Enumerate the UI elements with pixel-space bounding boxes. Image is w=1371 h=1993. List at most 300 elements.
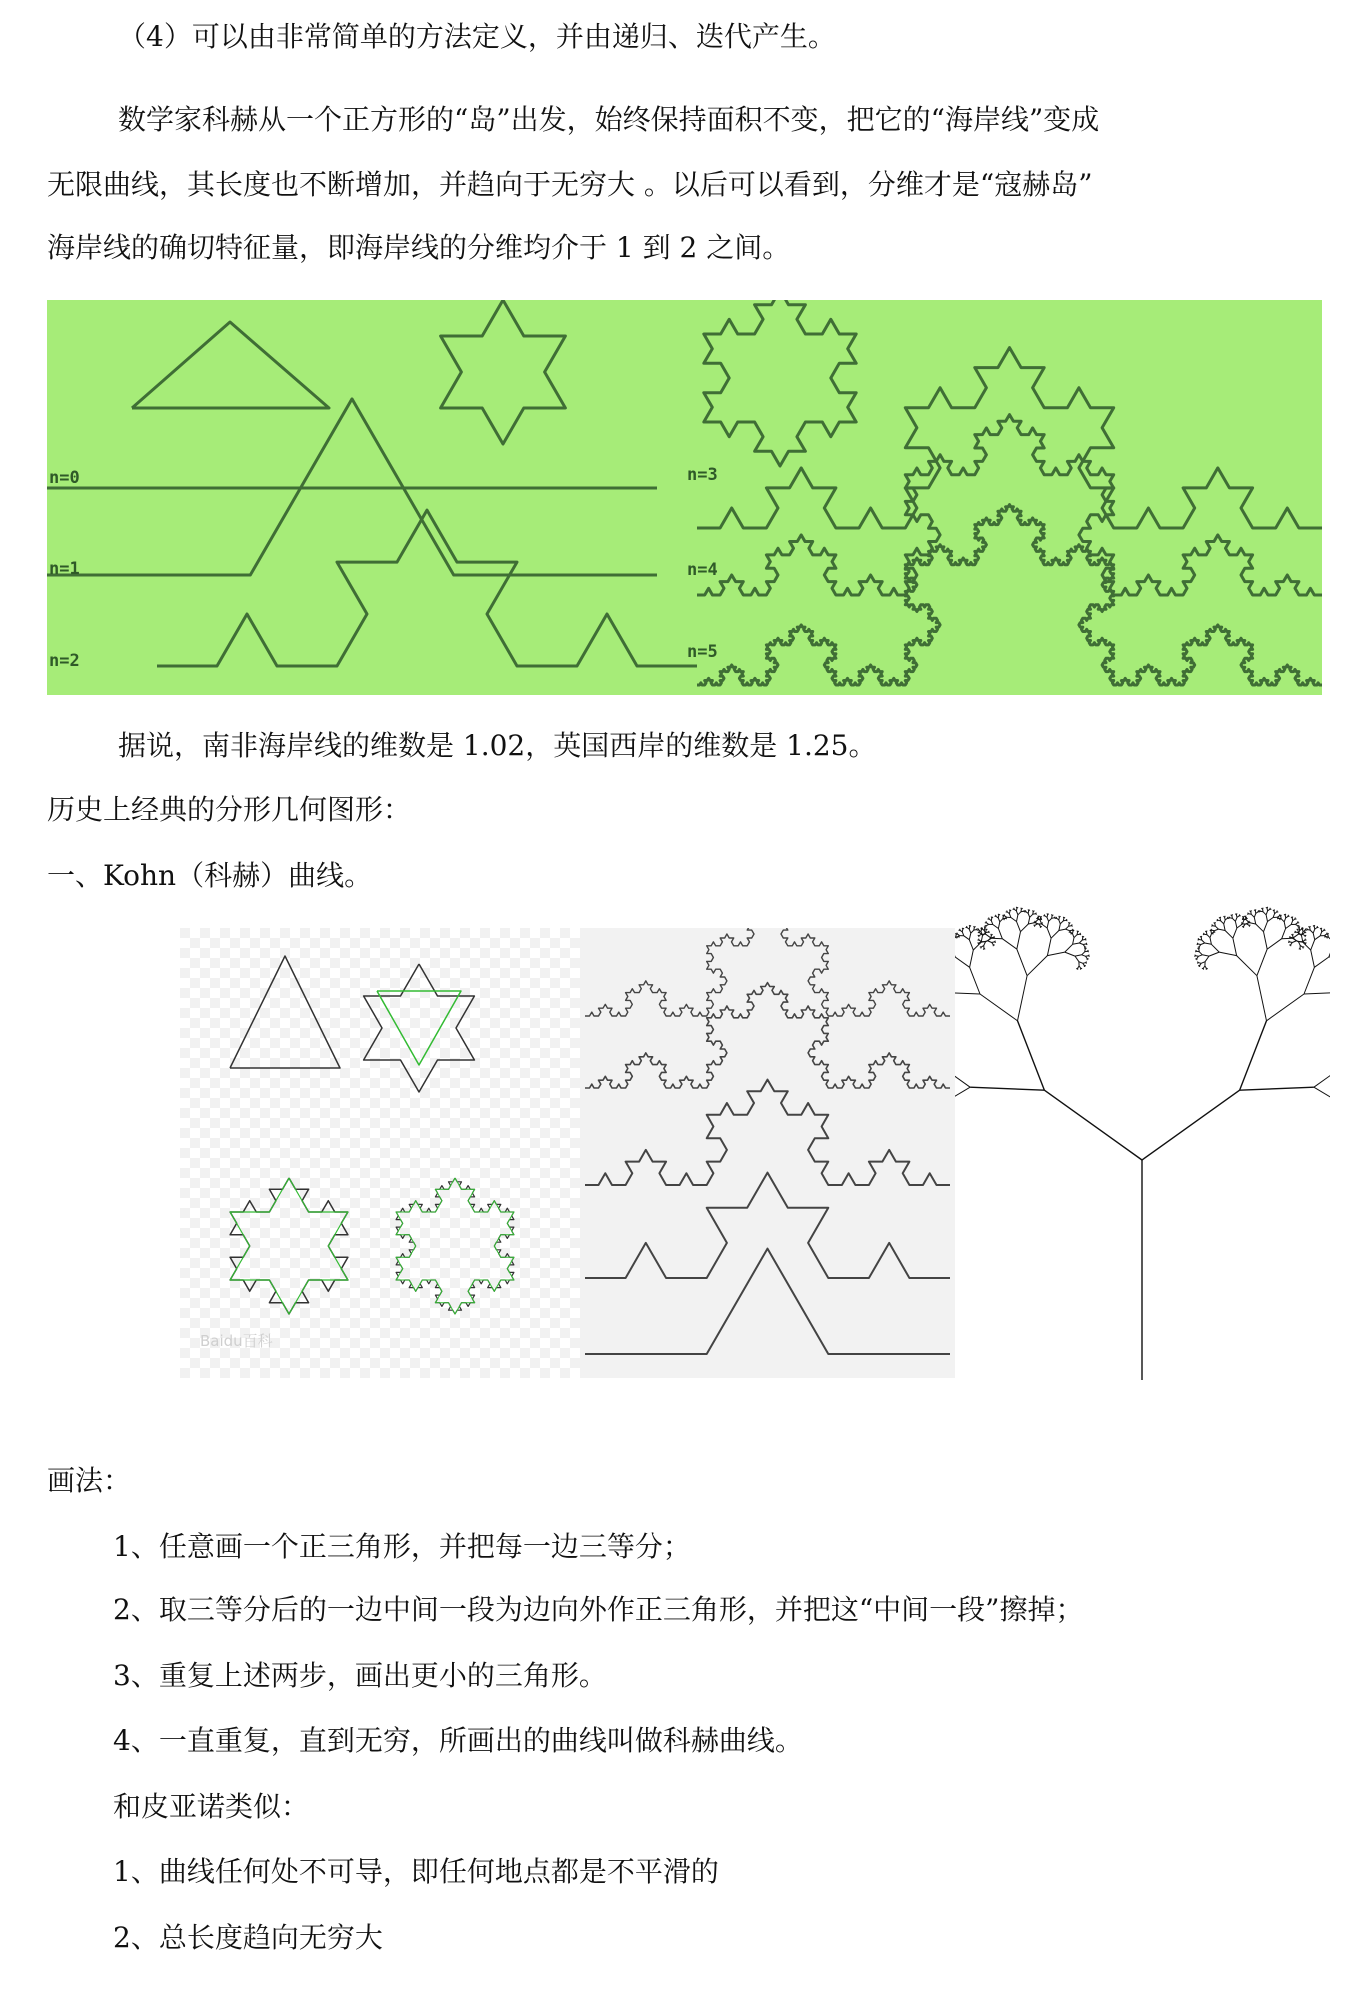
tree-branch xyxy=(1256,912,1258,914)
tree-branch xyxy=(1273,914,1275,918)
paragraph-koch-island-line2: 无限曲线，其长度也不断增加，并趋向于无穷大 。以后可以看到，分维才是“寇赫岛” xyxy=(47,168,1093,201)
tree-branch xyxy=(1025,910,1026,912)
tree-branch xyxy=(1296,941,1303,942)
tree-branch xyxy=(1275,912,1277,914)
tree-branch xyxy=(1304,967,1314,994)
tree-branch xyxy=(1196,950,1197,951)
tree-branch xyxy=(1142,1090,1240,1160)
tree-branch xyxy=(1240,1087,1314,1090)
tree-branch xyxy=(994,942,996,943)
tree-branch xyxy=(1224,924,1225,931)
tree-branch xyxy=(1289,945,1291,946)
tree-branch xyxy=(984,928,985,931)
tree-branch xyxy=(1017,922,1021,932)
tree-branch xyxy=(1240,1021,1267,1090)
tree-branch xyxy=(1267,939,1282,949)
tree-branch xyxy=(1293,934,1294,936)
tree-branch xyxy=(1028,917,1029,924)
tree-branch xyxy=(1073,934,1075,938)
tree-branch xyxy=(1320,932,1322,936)
tree-branch xyxy=(1065,944,1073,952)
tree-branch xyxy=(1029,910,1030,911)
tree-branch xyxy=(1198,965,1200,966)
tree-branch xyxy=(1073,943,1080,944)
tree-branch xyxy=(987,923,989,925)
tree-branch xyxy=(1066,920,1068,921)
tree-branch xyxy=(1236,913,1237,915)
tree-branch xyxy=(992,943,994,945)
tree-branch xyxy=(1289,941,1290,942)
tree-branch xyxy=(1284,922,1285,929)
tree-branch xyxy=(1256,924,1264,932)
paragraph-coastline-dimension: 据说，南非海岸线的维数是 1.02，英国西岸的维数是 1.25。 xyxy=(118,729,877,762)
tree-branch xyxy=(1199,963,1202,964)
tree-branch xyxy=(1314,925,1315,927)
tree-branch xyxy=(1063,920,1066,921)
tree-branch xyxy=(1263,908,1264,910)
tree-branch xyxy=(1304,993,1330,994)
tree-branch xyxy=(1299,948,1300,949)
tree-branch xyxy=(973,942,981,950)
tree-branch xyxy=(1035,921,1036,923)
tree-branch xyxy=(1209,952,1219,956)
tree-branch xyxy=(1206,932,1207,935)
tree-branch xyxy=(1018,976,1028,1021)
tree-branch xyxy=(1205,956,1209,962)
tree-branch xyxy=(1310,930,1313,933)
step-4: 4、一直重复，直到无穷，所画出的曲线叫做科赫曲线。 xyxy=(113,1724,803,1757)
tree-branch xyxy=(970,1087,1044,1090)
tree-branch xyxy=(1251,912,1252,915)
snowflake-svg xyxy=(180,928,580,1378)
tree-branch xyxy=(1037,917,1038,919)
tree-branch xyxy=(1232,914,1233,916)
tree-branch xyxy=(974,930,977,931)
tree-branch xyxy=(1199,949,1200,952)
tree-branch xyxy=(1070,931,1071,933)
tree-branch xyxy=(1329,947,1330,957)
tree-branch xyxy=(1085,948,1086,949)
tree-branch xyxy=(1197,962,1198,963)
tree-branch xyxy=(1218,929,1225,930)
tree-branch xyxy=(1303,947,1304,949)
tree-branch xyxy=(1041,916,1042,917)
label-n4: n=4 xyxy=(687,560,718,580)
tree-branch xyxy=(983,948,984,950)
tree-branch xyxy=(1017,915,1018,922)
tree-branch xyxy=(1069,923,1070,924)
tree-branch xyxy=(1313,929,1315,933)
tree-branch xyxy=(1314,1060,1330,1087)
tree-branch xyxy=(1266,911,1268,915)
tree-branch xyxy=(991,934,992,935)
tree-branch xyxy=(1237,916,1239,918)
tree-branch xyxy=(1278,917,1279,918)
tree-branch xyxy=(1018,1021,1045,1090)
tree-branch xyxy=(962,932,964,936)
tree-branch xyxy=(1065,952,1075,956)
tree-branch xyxy=(1211,944,1219,952)
tree-branch xyxy=(1315,928,1317,930)
tree-branch xyxy=(1305,936,1306,938)
tree-branch xyxy=(1248,913,1249,914)
tree-branch xyxy=(1039,924,1041,926)
tree-branch xyxy=(1311,950,1315,967)
tree-branch xyxy=(970,950,974,967)
tree-branch xyxy=(1085,940,1087,941)
tree-branch xyxy=(1047,928,1051,938)
tree-branch xyxy=(1281,916,1282,919)
tree-branch xyxy=(1066,929,1070,931)
tree-branch xyxy=(988,941,992,943)
tree-branch xyxy=(1198,944,1201,945)
tree-branch xyxy=(1202,955,1209,956)
tree-branch xyxy=(1221,921,1224,924)
tree-branch xyxy=(1224,920,1226,924)
tree-branch xyxy=(991,921,993,925)
paragraph-koch-island-line3: 海岸线的确切特征量，即海岸线的分维均介于 1 到 2 之间。 xyxy=(47,231,791,264)
tree-branch xyxy=(1243,916,1244,918)
tree-branch xyxy=(1310,928,1311,931)
tree-branch xyxy=(1274,910,1275,912)
step-1: 1、任意画一个正三角形，并把每一边三等分； xyxy=(113,1530,691,1563)
tree-branch xyxy=(1033,914,1036,915)
tree-branch xyxy=(1196,956,1199,957)
tree-branch xyxy=(1028,913,1030,917)
tree-branch xyxy=(1307,928,1308,929)
tree-branch xyxy=(955,1087,970,1111)
tree-branch xyxy=(1300,929,1302,931)
tree-branch xyxy=(991,918,992,921)
tree-branch xyxy=(960,929,961,931)
tree-branch xyxy=(1039,916,1040,917)
step-2: 2、取三等分后的一边中间一段为边向外作正三角形，并把这“中间一段”擦掉； xyxy=(113,1593,1084,1626)
tree-branch xyxy=(1281,919,1284,922)
tree-branch xyxy=(1035,914,1037,915)
tree-branch xyxy=(1082,955,1086,957)
heading-koch-curve: 一、Kohn（科赫）曲线。 xyxy=(47,859,373,892)
tree-branch xyxy=(1017,907,1018,908)
tree-branch xyxy=(1292,941,1296,943)
tree-branch xyxy=(1310,926,1311,928)
tree-branch xyxy=(1321,928,1322,930)
tree-branch xyxy=(1264,922,1268,932)
tree-branch xyxy=(1235,917,1237,921)
tree-branch xyxy=(1047,915,1048,918)
tree-branch xyxy=(986,921,987,923)
figure-background xyxy=(47,300,1322,695)
tree-branch xyxy=(1198,955,1202,957)
tree-branch xyxy=(1201,937,1202,940)
tree-branch xyxy=(993,925,999,929)
tree-branch xyxy=(1011,918,1017,922)
tree-branch xyxy=(981,929,982,932)
tree-branch xyxy=(1007,911,1008,913)
tree-branch xyxy=(1233,938,1237,955)
tree-branch xyxy=(1059,929,1066,930)
tree-branch xyxy=(1018,912,1021,915)
tree-branch xyxy=(1295,924,1297,925)
tree-branch xyxy=(1210,934,1212,938)
tree-branch xyxy=(1082,952,1085,955)
tree-branch xyxy=(1075,956,1079,962)
tree-branch xyxy=(1328,933,1329,935)
tree-branch xyxy=(1004,914,1005,916)
tree-branch xyxy=(1212,925,1213,926)
tree-branch xyxy=(1014,908,1015,910)
tree-branch xyxy=(1201,936,1202,938)
paragraph-property-4: （4）可以由非常简单的方法定义，并由递归、迭代产生。 xyxy=(118,20,836,53)
tree-branch xyxy=(1035,922,1037,924)
tree-branch xyxy=(1028,911,1029,914)
tree-branch xyxy=(1302,928,1303,930)
tree-branch xyxy=(1281,915,1282,917)
tree-branch xyxy=(1017,932,1021,949)
tree-branch xyxy=(1284,918,1286,922)
tree-branch xyxy=(1225,916,1226,918)
tree-branch xyxy=(1044,914,1045,916)
tree-branch xyxy=(964,936,970,940)
koch-snowflake-panel xyxy=(180,928,580,1378)
property-infinite-length: 2、总长度趋向无穷大 xyxy=(113,1921,383,1954)
tree-branch xyxy=(1066,926,1069,929)
baidu-watermark: Baidu百科 xyxy=(200,1332,273,1350)
tree-branch xyxy=(1293,935,1294,938)
tree-branch xyxy=(1087,951,1089,952)
heading-classic-fractals: 历史上经典的分形几何图形： xyxy=(47,793,412,826)
tree-branch xyxy=(1302,934,1304,935)
tree-branch xyxy=(1071,926,1073,927)
tree-branch xyxy=(1219,952,1236,956)
tree-branch xyxy=(1246,916,1247,918)
step-3: 3、重复上述两步，画出更小的三角形。 xyxy=(113,1659,607,1692)
tree-branch xyxy=(986,934,992,938)
tree-branch xyxy=(1315,936,1321,940)
tree-branch xyxy=(1201,962,1205,964)
tree-branch xyxy=(1016,911,1018,915)
fractal-tree-panel xyxy=(955,905,1330,1380)
tree-branch xyxy=(1052,918,1055,919)
label-n0: n=0 xyxy=(49,468,80,488)
tree-branch xyxy=(967,926,968,928)
tree-branch xyxy=(1232,916,1233,919)
tree-branch xyxy=(1047,952,1064,956)
label-n3: n=3 xyxy=(687,465,718,485)
tree-branch xyxy=(998,915,999,918)
tree-branch xyxy=(1051,931,1059,939)
tree-branch xyxy=(1042,924,1048,928)
tree-branch xyxy=(1285,914,1286,916)
tree-branch xyxy=(1263,909,1264,912)
tree-branch xyxy=(1077,934,1080,935)
tree-branch xyxy=(1060,921,1063,924)
tree-branch xyxy=(1000,919,1003,922)
tree-branch xyxy=(955,1060,970,1087)
tree-branch xyxy=(1286,925,1292,929)
tree-branch xyxy=(970,925,971,926)
tree-branch xyxy=(969,933,971,940)
tree-branch xyxy=(1255,909,1256,911)
tree-branch xyxy=(979,940,981,942)
tree-branch xyxy=(963,928,964,929)
tree-branch xyxy=(1298,930,1299,933)
tree-branch xyxy=(1328,937,1330,940)
tree-branch xyxy=(986,932,989,933)
tree-branch xyxy=(1017,949,1027,976)
tree-branch xyxy=(1257,949,1267,976)
tree-branch xyxy=(1207,935,1210,938)
tree-branch xyxy=(1282,929,1286,939)
tree-branch xyxy=(1085,951,1088,952)
tree-branch xyxy=(971,930,974,933)
tree-branch xyxy=(1016,908,1017,911)
tree-branch xyxy=(1220,917,1221,919)
tree-branch xyxy=(1002,939,1017,949)
tree-branch xyxy=(1293,919,1295,921)
tree-branch xyxy=(1325,936,1326,937)
tree-branch xyxy=(1292,917,1293,919)
tree-branch xyxy=(984,942,986,946)
tree-branch xyxy=(1027,956,1047,976)
tree-branch xyxy=(1083,936,1084,937)
paragraph-koch-island-line1: 数学家科赫从一个正方形的“岛”出发，始终保持面积不变，把它的“海岸线”变成 xyxy=(118,103,1100,136)
tree-branch xyxy=(996,915,997,917)
tree-branch xyxy=(970,967,980,994)
tree-branch xyxy=(1251,910,1252,912)
koch-curve-svg xyxy=(580,928,955,1378)
tree-branch xyxy=(1268,918,1274,922)
tree-branch xyxy=(1215,926,1218,929)
tree-branch xyxy=(1267,994,1305,1021)
tree-branch xyxy=(1079,962,1083,964)
tree-branch xyxy=(1251,914,1254,917)
tree-branch xyxy=(1021,911,1024,912)
tree-branch xyxy=(1030,914,1033,917)
tree-branch xyxy=(1267,907,1268,909)
tree-branch xyxy=(1049,918,1052,921)
fractal-tree-svg xyxy=(955,905,1330,1380)
tree-branch xyxy=(1083,963,1085,965)
tree-branch xyxy=(1299,942,1301,946)
tree-branch xyxy=(1254,917,1255,924)
tree-branch xyxy=(1021,924,1029,932)
tree-branch xyxy=(1195,955,1196,956)
tree-branch xyxy=(986,929,987,930)
tree-branch xyxy=(1232,918,1235,921)
tree-branch xyxy=(957,934,959,936)
tree-branch xyxy=(1073,938,1074,945)
tree-branch xyxy=(1210,938,1211,945)
tree-branch xyxy=(1201,943,1205,945)
tree-branch xyxy=(1005,916,1007,918)
tree-branch xyxy=(1291,921,1293,925)
tree-branch xyxy=(1303,942,1311,950)
tree-branch xyxy=(1254,913,1256,917)
tree-branch xyxy=(982,927,983,929)
label-n2: n=2 xyxy=(49,651,80,671)
tree-branch xyxy=(1059,924,1060,931)
tree-branch xyxy=(1085,963,1087,964)
koch-iterations-svg xyxy=(47,300,1322,695)
tree-branch xyxy=(1047,921,1049,928)
tree-branch xyxy=(1009,911,1010,914)
tree-branch xyxy=(1237,956,1257,976)
tree-branch xyxy=(1064,917,1065,918)
heading-peano-similar: 和皮亚诺类似： xyxy=(113,1790,310,1823)
tree-branch xyxy=(1047,917,1049,921)
tree-branch xyxy=(1259,910,1260,911)
tree-branch xyxy=(969,929,971,933)
tree-branch xyxy=(1086,944,1088,945)
tree-branch xyxy=(1328,935,1329,938)
tree-branch xyxy=(1028,923,1035,924)
tree-branch xyxy=(1010,910,1011,911)
tree-branch xyxy=(998,918,1000,922)
tree-branch xyxy=(1263,912,1266,915)
tree-branch xyxy=(1290,936,1291,937)
tree-branch xyxy=(1268,909,1270,911)
tree-branch xyxy=(979,939,980,941)
tree-branch xyxy=(1052,915,1053,916)
tree-branch xyxy=(969,927,970,930)
tree-branch xyxy=(1197,943,1198,944)
tree-branch xyxy=(1059,916,1060,917)
tree-branch xyxy=(1249,923,1256,924)
tree-branch xyxy=(1202,968,1204,969)
tree-branch xyxy=(1322,930,1324,932)
tree-branch xyxy=(1311,940,1315,950)
tree-branch xyxy=(1073,931,1074,934)
tree-branch xyxy=(1056,917,1057,919)
tree-branch xyxy=(1266,915,1267,922)
tree-branch xyxy=(1286,916,1288,918)
tree-branch xyxy=(962,929,963,932)
label-n5: n=5 xyxy=(687,642,718,662)
tree-branch xyxy=(1290,942,1293,943)
tree-branch xyxy=(1203,933,1204,934)
tree-branch xyxy=(1078,931,1079,932)
tree-branch xyxy=(1083,945,1085,947)
tree-branch xyxy=(1079,943,1083,945)
tree-branch xyxy=(955,957,969,967)
tree-branch xyxy=(1047,938,1051,955)
tree-branch xyxy=(992,917,993,918)
tree-branch xyxy=(1242,926,1244,927)
tree-branch xyxy=(1088,956,1090,957)
tree-branch xyxy=(1202,940,1205,943)
tree-branch xyxy=(1198,938,1199,939)
tree-branch xyxy=(1243,924,1246,925)
tree-branch xyxy=(979,931,980,933)
tree-branch xyxy=(1048,914,1049,915)
tree-branch xyxy=(1246,917,1247,920)
koch-iterations-figure xyxy=(47,300,1322,695)
tree-branch xyxy=(1257,976,1267,1021)
tree-branch xyxy=(1009,914,1011,918)
tree-branch xyxy=(1212,930,1215,931)
tree-branch xyxy=(1076,968,1078,969)
tree-branch xyxy=(1314,1087,1330,1111)
property-nondifferentiable: 1、曲线任何处不可导，即任何地点都是不平滑的 xyxy=(113,1855,719,1888)
tree-branch xyxy=(1040,918,1041,921)
tree-branch xyxy=(1215,929,1219,931)
tree-branch xyxy=(974,926,975,927)
tree-branch xyxy=(1199,952,1202,955)
tree-branch xyxy=(1246,920,1249,923)
tree-branch xyxy=(955,993,980,994)
tree-branch xyxy=(1302,932,1304,936)
tree-branch xyxy=(1079,940,1082,943)
